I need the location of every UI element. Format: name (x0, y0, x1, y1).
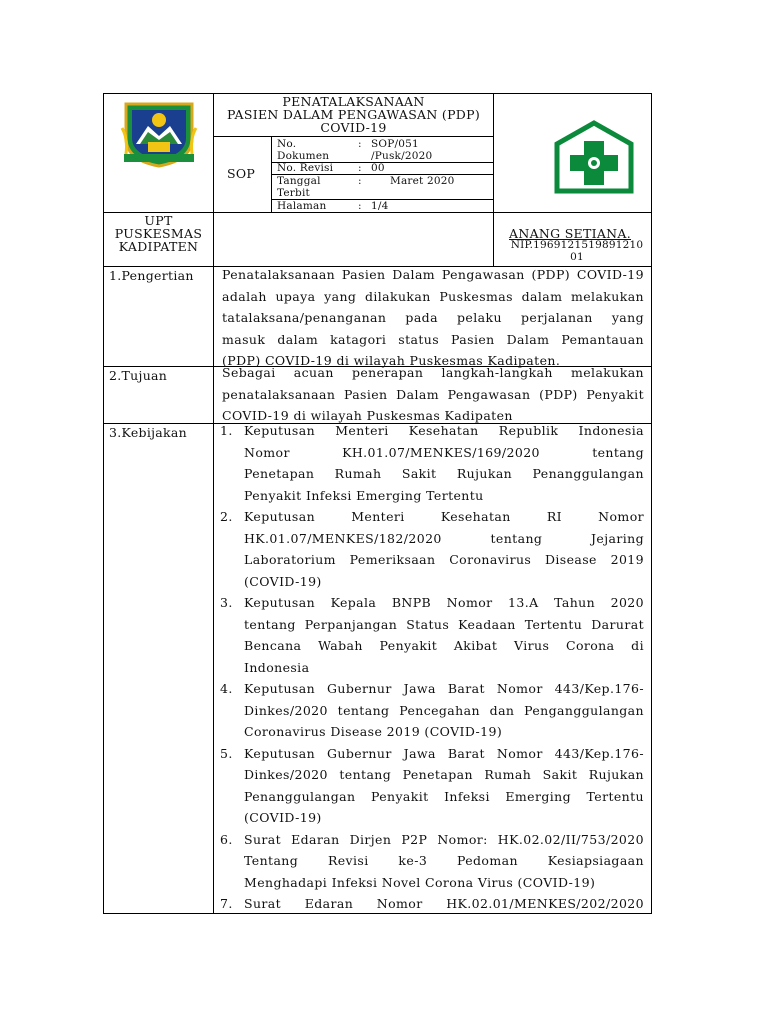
kebijakan-item-line: Laboratorium Pemeriksaan Coronavirus Disease 2019 (244, 552, 644, 567)
kebijakan-item-line: Penanggulangan Penyakit Infeksi Emerging Tertentu (244, 788, 644, 804)
kebijakan-list (220, 420, 644, 915)
section-label-pengertian: 1.Pengertian (109, 268, 194, 283)
kebijakan-item-line: Tentang Revisi ke-3 Pedoman Kesiapsiagaan (244, 853, 644, 868)
kebijakan-item-number: 1. (220, 423, 233, 438)
section-text-tujuan: Sebagai acuan penerapan langkah-langkah melakukan penatalaksanaan Pasien Dalam Pengawasan (PDP) Penyakit COVID-19 di wilayah Puskesmas Kadipaten (222, 365, 644, 423)
meta-value-dokumen: SOP/051 /Pusk/2020 (371, 138, 433, 162)
kebijakan-item (220, 592, 644, 678)
kebijakan-item-line: HK.01.07/MENKES/182/2020 tentang Jejaring (244, 530, 644, 546)
kebijakan-item-line: Coronavirus Disease 2019 (COVID-19) (244, 724, 503, 739)
kebijakan-item-number: 2. (220, 509, 233, 524)
meta-value-revisi: 00 (371, 162, 385, 174)
kebijakan-item-line: Surat Edaran Nomor HK.02.01/MENKES/202/2020 (244, 896, 644, 911)
meta-colon-3: : (358, 175, 362, 187)
kebijakan-item-line: Nomor KH.01.07/MENKES/169/2020 tentang (244, 444, 644, 460)
puskesmas-logo-icon (551, 119, 637, 195)
meta-label-revisi: No. Revisi (277, 162, 334, 174)
meta-colon-4: : (358, 200, 362, 212)
title-line-3: COVID-19 (320, 120, 387, 135)
kebijakan-item-line: (COVID-19) (244, 573, 322, 589)
kebijakan-item-line: tentang Perpanjangan Status Keadaan Tertentu Darurat (244, 616, 644, 632)
kebijakan-item-line: Dinkes/2020 tentang Pencegahan dan Penganggulangan (244, 702, 644, 718)
section-text-pengertian: Penatalaksanaan Pasien Dalam Pengawasan (PDP) COVID-19 adalah upaya yang dilakukan Puskesmas dalam melakukan tatalaksana/penanganan pada pelaku perjalanan yang masuk dalam katagori status Pasien Dalam Pemantauan (PDP) COVID-19 di wilayah Puskesmas Kadipaten. (222, 267, 644, 368)
title-line-1: PENATALAKSANAAN (282, 94, 425, 109)
kebijakan-item-line: Surat Edaran Dirjen P2P Nomor: HK.02.02/II/753/2020 (244, 831, 644, 847)
kebijakan-item-line: Keputusan Gubernur Jawa Barat Nomor 443/Kep.176- (244, 745, 644, 761)
organization-name: UPT PUSKESMAS KADIPATEN (114, 213, 203, 254)
meta-label-tanggal: Tanggal Terbit (277, 175, 321, 199)
kebijakan-item-line: Bencana Wabah Penyakit Akibat Virus Corona di (244, 638, 644, 653)
kebijakan-item-line: Menghadapi Infeksi Novel Corona Virus (COVID-19) (244, 874, 596, 890)
kebijakan-item-number: 5. (220, 745, 233, 761)
meta-value-halaman: 1/4 (371, 200, 389, 212)
kebijakan-item-line: (COVID-19) (244, 810, 322, 825)
section-label-kebijakan: 3.Kebijakan (109, 425, 188, 440)
signatory-nip: NIP.1969121519891210 01 (510, 239, 644, 263)
kebijakan-item (220, 678, 644, 743)
meta-label-halaman: Halaman (277, 200, 327, 212)
meta-value-tanggal: Maret 2020 (390, 175, 455, 187)
kebijakan-item-line: Dinkes/2020 tentang Penetapan Rumah Sakit Rujukan (244, 767, 644, 782)
kebijakan-item-line: Penetapan Rumah Sakit Rujukan Penanggulangan (244, 466, 644, 481)
section-label-tujuan: 2.Tujuan (109, 368, 168, 383)
kebijakan-item (220, 506, 644, 592)
signatory-name: ANANG SETIANA. (509, 226, 632, 241)
kebijakan-item-number: 4. (220, 681, 233, 696)
kebijakan-item-line: Keputusan Kepala BNPB Nomor 13.A Tahun 2020 (244, 595, 644, 610)
kebijakan-item-line: Keputusan Menteri Kesehatan Republik Indonesia (244, 423, 644, 438)
kebijakan-item-number: 6. (220, 831, 233, 847)
kebijakan-item (220, 420, 644, 506)
kebijakan-item (220, 743, 644, 829)
kebijakan-item (220, 829, 644, 894)
kebijakan-item-number: 3. (220, 595, 233, 610)
meta-colon-2: : (358, 162, 362, 174)
kebijakan-item-line: Keputusan Gubernur Jawa Barat Nomor 443/Kep.176- (244, 681, 644, 696)
sop-label: SOP (227, 166, 256, 181)
kebijakan-item (220, 893, 644, 915)
kebijakan-item-line: Penyakit Infeksi Emerging Tertentu (244, 487, 484, 503)
title-line-2: PASIEN DALAM PENGAWASAN (PDP) (226, 107, 480, 122)
kebijakan-item-number: 7. (220, 896, 233, 911)
kebijakan-item-line: Keputusan Menteri Kesehatan RI Nomor (244, 509, 644, 524)
meta-colon-1: : (358, 138, 362, 150)
document-title (214, 95, 493, 134)
regency-crest-icon (118, 98, 200, 168)
meta-label-dokumen: No. Dokumen (277, 138, 330, 162)
kebijakan-item-line: Indonesia (244, 659, 310, 675)
